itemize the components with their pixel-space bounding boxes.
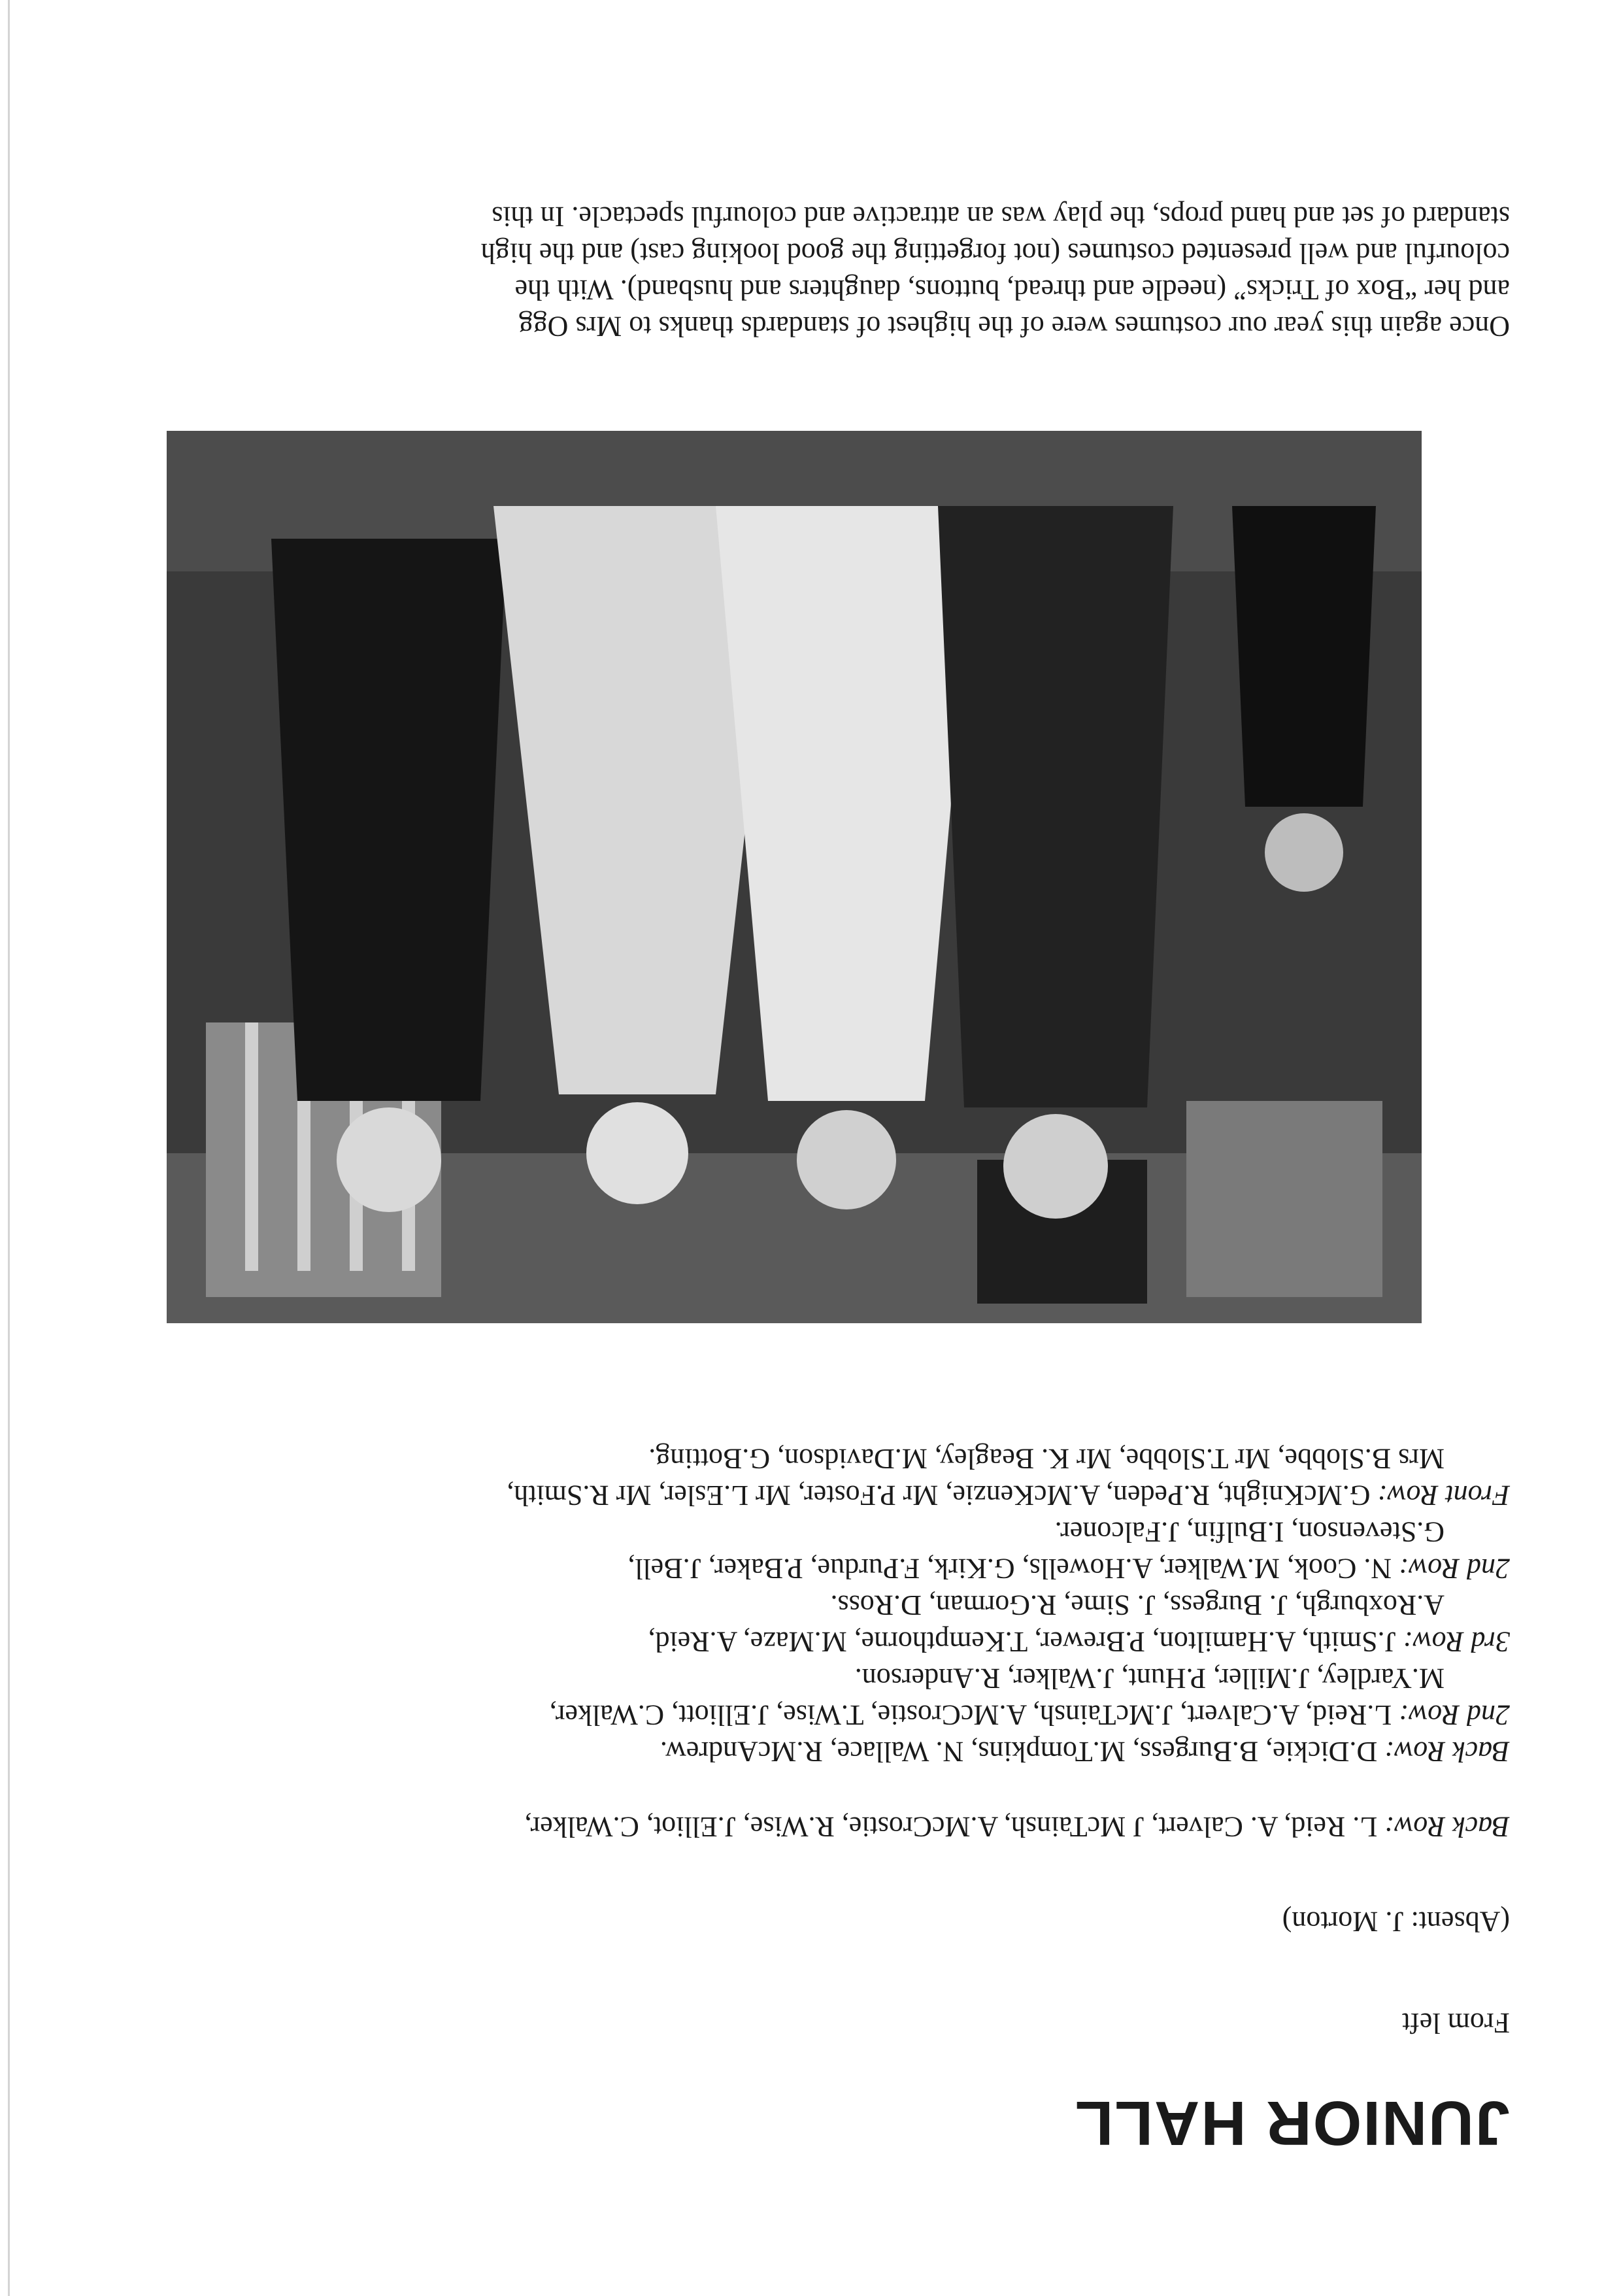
- row-names: L. Reid, A. Calvert, J McTainsh, A.McCrostie, R.Wise, J.Elliot, C.Walker,: [524, 1811, 1385, 1843]
- photo-illustration: [167, 431, 1422, 1323]
- row-names: N. Cook, M.Walker, A.Howells, G.Kirk, F.Purdue, P.Baker, J.Bell,: [627, 1553, 1399, 1585]
- roster-line-continued: A.Roxburgh, J. Burgess, J. Sime, R.Gorman, D.Ross.: [830, 1589, 1445, 1621]
- roster-line-continued: Mrs B.Slobbe, Mr T.Slobbe, Mr K. Beagley, M.Davidson, G.Botting.: [648, 1443, 1445, 1475]
- row-label: Back Row:: [1384, 1736, 1510, 1768]
- caption-line: and her “Box of Tricks” (needle and thread, buttons, daughters and husband). With the: [514, 274, 1510, 306]
- row-names: G.McKnight, R.Peden, A.McKenzie, Mr P.Foster, Mr L.Esler, Mr R.Smith,: [507, 1479, 1378, 1511]
- caption-line: standard of set and hand props, the play was an attractive and colourful spectacle. In this: [492, 201, 1510, 233]
- absent-note: (Absent: J. Morton): [1282, 1906, 1510, 1938]
- row-names: J.Smith, A.Hamilton, P.Brewer, T.Kempthorne, M.Maze, A.Reid,: [648, 1626, 1403, 1658]
- row-names: D.Dickie, B.Burgess, M.Tompkins, N. Wallace, R.McAndrew.: [660, 1736, 1385, 1768]
- row-names: L.Reid, A.Calvert, J.McTainsh, A.McCrostie, T.Wise, J.Elliott, C.Walker,: [549, 1699, 1399, 1731]
- roster-line: [176, 1697, 1510, 1733]
- back-row-list-first: [176, 1808, 1510, 1845]
- caption-line: Once again this year our costumes were of the highest of standards thanks to Mrs Ogg: [518, 311, 1510, 343]
- row-label: 3rd Row:: [1403, 1626, 1510, 1658]
- row-label: Front Row:: [1377, 1479, 1510, 1511]
- photo-caption: [190, 198, 1510, 345]
- caption-line: colourful and well presented costumes (not forgetting the good looking cast) and the high: [480, 237, 1510, 269]
- cast-photo: [167, 431, 1422, 1323]
- row-label: 2nd Row:: [1399, 1553, 1510, 1585]
- cast-roster: [176, 1440, 1510, 1770]
- from-left-label: From left: [1402, 2007, 1510, 2039]
- roster-line: [176, 1550, 1510, 1587]
- roster-line-continued: G.Stevenson, I.Bulfin, J.Falconer.: [1054, 1516, 1445, 1548]
- roster-line: [176, 1477, 1510, 1513]
- roster-line: [176, 1733, 1510, 1770]
- row-label: 2nd Row:: [1399, 1699, 1510, 1731]
- roster-line-continued: M.Yardley, J.Miller, P.Hunt, J.Walker, R.Anderson.: [854, 1663, 1445, 1695]
- page-title: JUNIOR HALL: [1073, 2088, 1510, 2158]
- roster-line: [176, 1623, 1510, 1660]
- row-label: Back Row:: [1384, 1811, 1510, 1843]
